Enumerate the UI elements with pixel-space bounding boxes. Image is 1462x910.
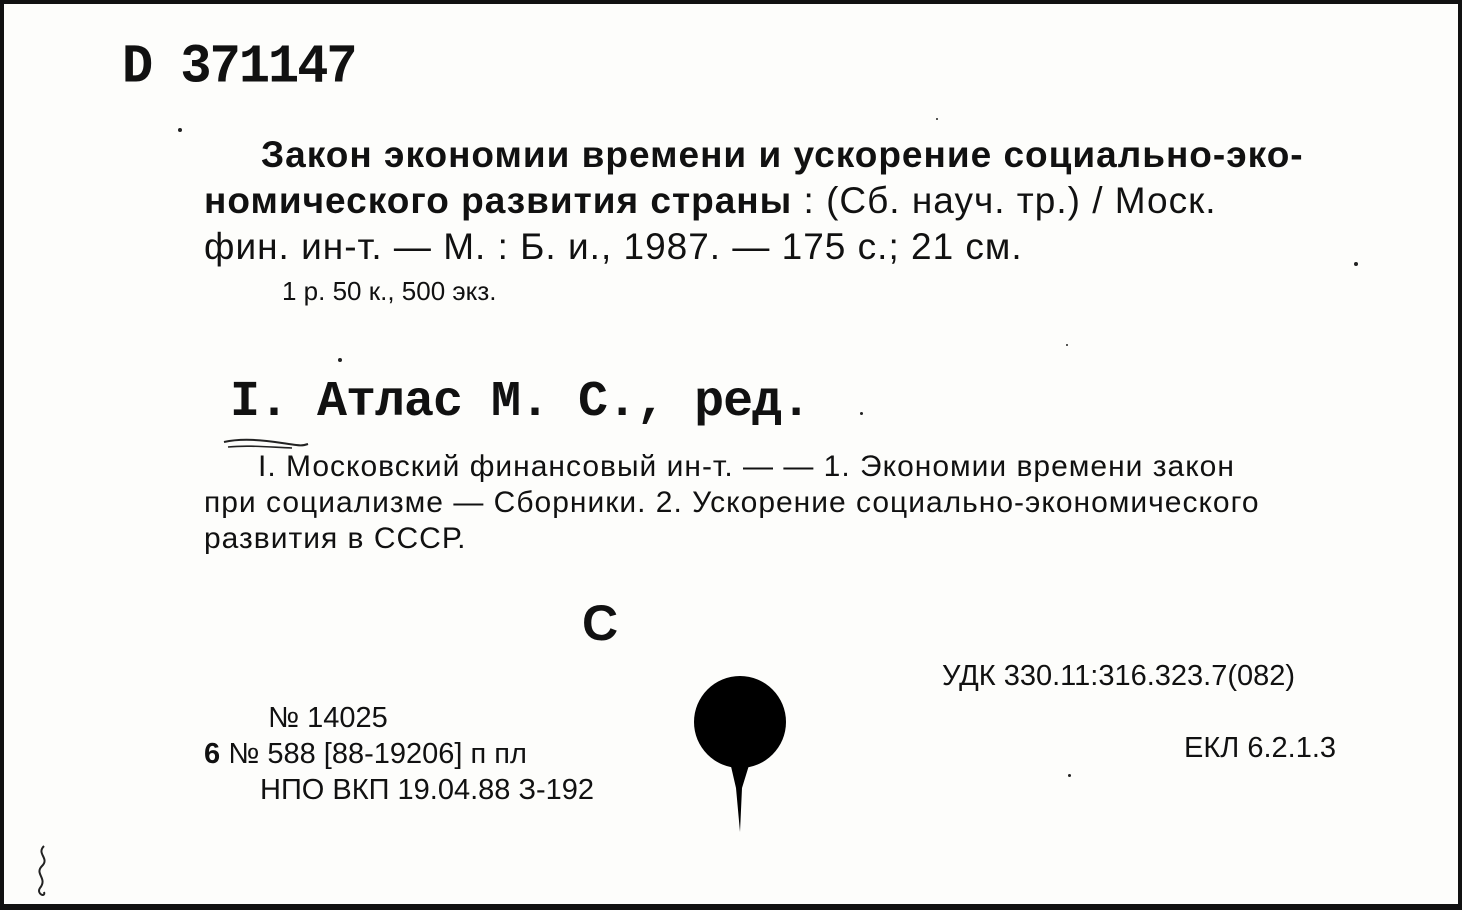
title-line-1: Закон экономии времени и ускорение социально-эко- <box>261 134 1304 175</box>
speck <box>936 118 938 120</box>
subject-line-3: развития в СССР. <box>204 522 467 555</box>
card-number-line-2 <box>204 738 527 771</box>
collection-letter: С <box>582 595 619 651</box>
call-number: D 371147 <box>122 36 356 99</box>
speck <box>1354 262 1358 266</box>
speck <box>1068 774 1071 777</box>
card-number-prefix: 6 <box>204 738 221 770</box>
title-line-2-rest: : (Сб. науч. тр.) / Моск. <box>792 180 1217 221</box>
title-line-2-bold: номического развития страны <box>204 180 793 221</box>
udk-classification: УДК 330.11:316.323.7(082) <box>942 660 1296 692</box>
subject-line-2: при социализме — Сборники. 2. Ускорение социально-экономического <box>204 486 1260 519</box>
speck <box>338 358 342 362</box>
card-number-line-2-rest: № 588 [88-19206] п пл <box>220 738 527 770</box>
title-line-3: фин. ин-т. — М. : Б. и., 1987. — 175 с.; 21 см. <box>204 226 1023 267</box>
speck <box>1066 344 1068 346</box>
subject-line-1: I. Московский финансовый ин-т. — — 1. Экономии времени закон <box>258 450 1235 483</box>
handwritten-corner-mark <box>32 844 54 905</box>
speck <box>178 128 182 132</box>
punch-hole-icon <box>694 676 794 841</box>
added-entry-editor: I. Атлас М. С., ред. <box>230 374 811 431</box>
ekl-classification: ЕКЛ 6.2.1.3 <box>1184 732 1337 764</box>
card-number-line-3: НПО ВКП 19.04.88 З-192 <box>260 774 595 806</box>
card-number-line-1: № 14025 <box>268 702 388 734</box>
title-line-2 <box>204 180 1217 222</box>
speck <box>860 412 863 415</box>
price-edition: 1 р. 50 к., 500 экз. <box>282 276 497 306</box>
